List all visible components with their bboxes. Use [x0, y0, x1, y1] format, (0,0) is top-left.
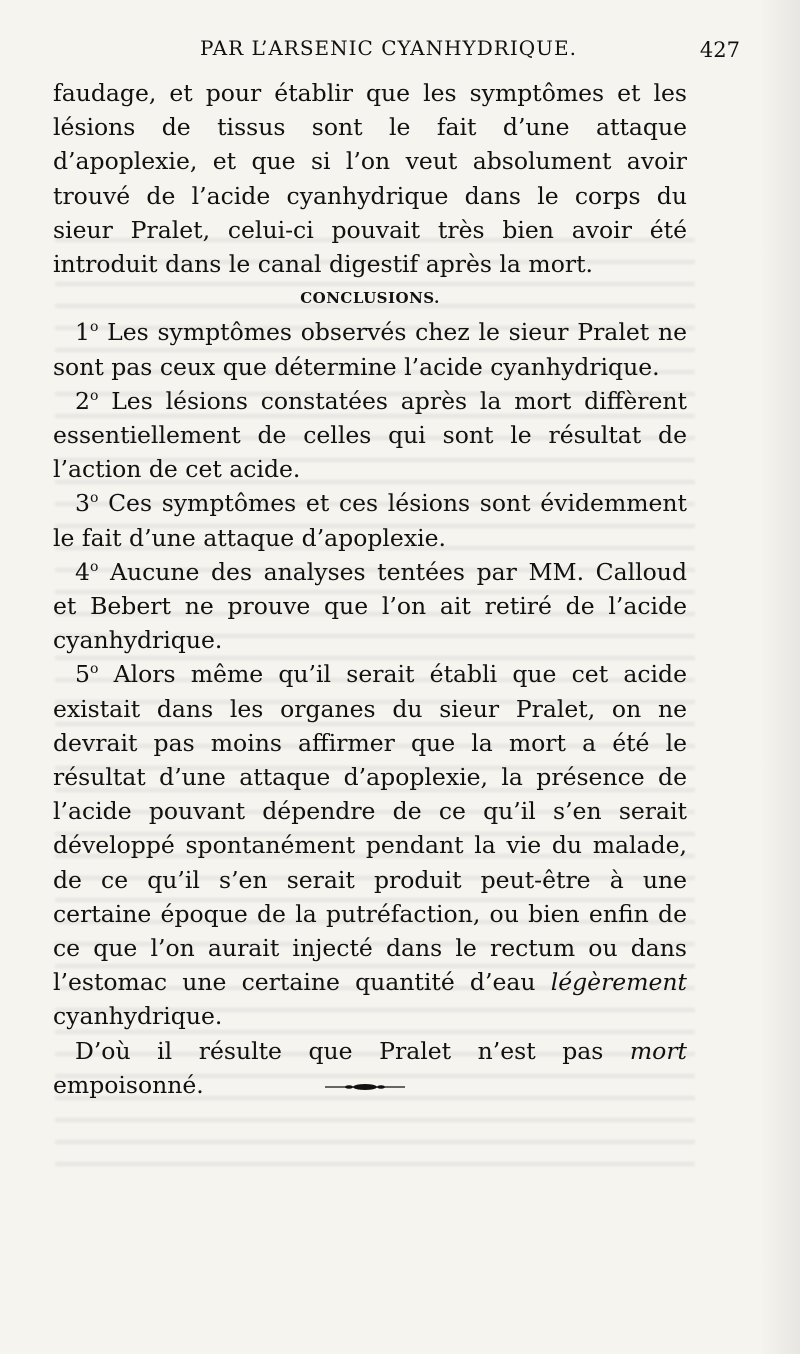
conclusion-2-number: 2 [75, 386, 90, 415]
running-title: PAR L’ARSENIC CYANHYDRIQUE. [200, 36, 577, 60]
conclusion-2-text: Les lésions constatées après la mort diffèrent essentiellement de celles qui sont le résultat de l’action de cet acide. [53, 386, 687, 484]
conclusion-3-number: 3 [75, 489, 90, 518]
conclusion-5-number: 5 [75, 660, 90, 689]
conclusion-3-ordinal: o [89, 490, 99, 507]
final-text-a: D’où il résulte que Pralet n’est pas [75, 1036, 630, 1065]
conclusion-4-number: 4 [75, 557, 90, 586]
conclusion-2-ordinal: o [89, 388, 99, 404]
conclusion-1-ordinal: o [89, 319, 99, 336]
conclusion-5-ordinal: o [89, 661, 99, 678]
conclusion-3-text: Ces symptômes et ces lésions sont évidemment le fait d’une attaque d’apoplexie. [53, 489, 687, 552]
conclusion-1-text: Les symptômes observés chez le sieur Pralet ne sont pas ceux que détermine l’acide cyanhydrique. [53, 318, 687, 381]
conclusion-5-text-a: Alors même qu’il serait établi que cet acide existait dans les organes du sieur Pralet, on ne devrait pas moins affirmer que la mort a été le résultat d’une attaque d’apoplexie, la présence de l’acide pouvant dépendre de ce qu’il s’en serait développé spontanément pendant la vie du malade, de ce qu’il s’en serait produit peut-être à une certaine époque de la putréfaction, ou bien enfin de ce que l’on aurait injecté dans le rectum ou dans l’estomac une certaine quantité d’eau [53, 660, 687, 997]
page-number: 427 [699, 38, 740, 62]
conclusion-1 [53, 315, 687, 383]
final-text-b: empoisonné. [53, 1070, 204, 1099]
conclusion-3 [53, 486, 687, 554]
section-end-ornament [325, 1082, 405, 1092]
body-text [53, 76, 687, 1102]
conclusion-4-ordinal: o [89, 559, 99, 576]
conclusion-4 [53, 555, 687, 658]
conclusion-4-text: Aucune des analyses tentées par MM. Calloud et Bebert ne prouve que l’on ait retiré de l’acide cyanhydrique. [53, 557, 687, 655]
conclusion-5-italic: légèrement [550, 968, 687, 997]
conclusion-5 [53, 657, 687, 1033]
conclusion-1-number: 1 [75, 318, 90, 347]
conclusion-5-text-b: cyanhydrique. [53, 1002, 223, 1031]
conclusion-2 [53, 384, 687, 487]
paragraph-opening: faudage, et pour établir que les symptômes et les lésions de tissus sont le fait d’une attaque d’apoplexie, et que si l’on veut absolument avoir trouvé de l’acide cyanhydrique dans le corps du sieur Pralet, celui-ci pouvait très bien avoir été introduit dans le canal digestif après la mort. [53, 79, 687, 279]
final-italic: mort [629, 1036, 687, 1065]
page-header [50, 32, 740, 72]
section-heading: CONCLUSIONS. [300, 289, 440, 308]
